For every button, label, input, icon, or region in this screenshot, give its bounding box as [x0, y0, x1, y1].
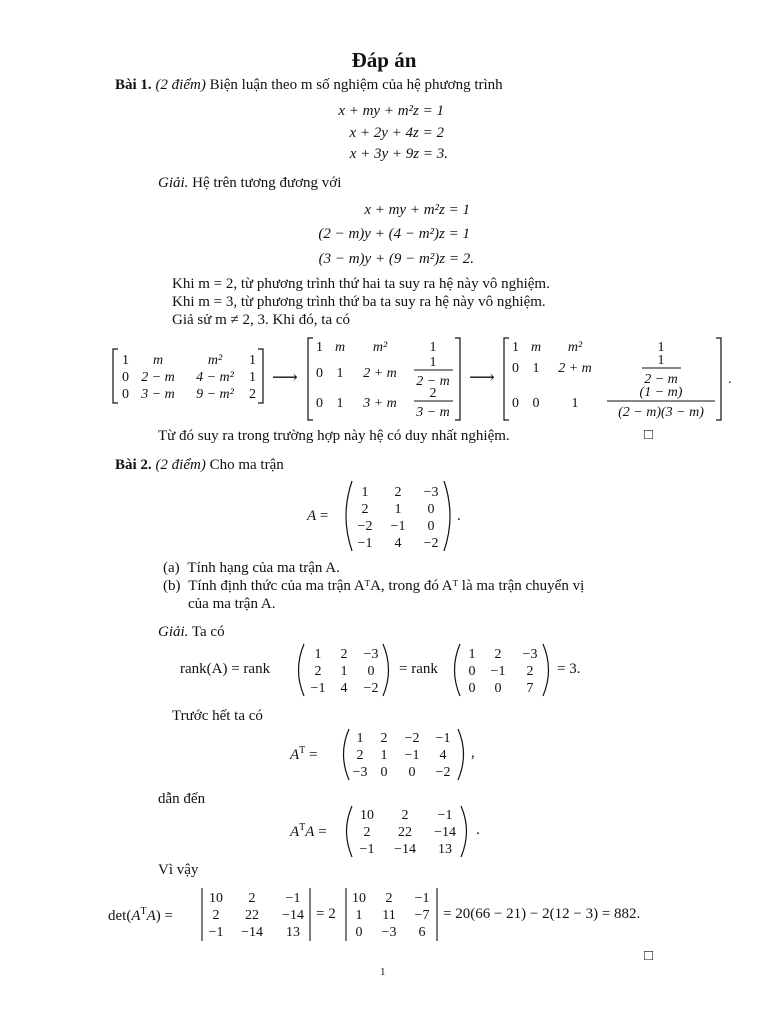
page-title: Đáp án	[351, 48, 417, 72]
case-line-1: Khi m = 2, từ phương trình thứ hai ta suy ra hệ này vô nghiệm.	[172, 276, 550, 292]
A-r2c3: 0	[427, 502, 435, 517]
part-a	[163, 560, 340, 577]
m1-r2c3: 4 − m²	[196, 370, 234, 385]
A-r2c2: 1	[394, 502, 402, 517]
rk1-r1c3: −3	[363, 647, 379, 662]
AT-r1c2: 2	[380, 731, 388, 746]
m1-r2c2: 2 − m	[141, 370, 175, 385]
problem2-solution-intro	[158, 624, 225, 641]
ATA-r3c1: −1	[359, 842, 375, 857]
d2-r2c3: −7	[414, 908, 430, 923]
d1-r1c2: 2	[248, 891, 256, 906]
rk2-r2c1: 0	[468, 664, 476, 679]
m2-r3c1: 0	[316, 396, 323, 411]
page-number: 1	[380, 966, 386, 978]
det-lhs: $\det(A^TA)$ =	[108, 906, 173, 924]
rank-lhs: rank(A) = rank	[180, 661, 271, 677]
d2-r1c2: 2	[385, 891, 393, 906]
rk2-r3c2: 0	[494, 681, 502, 696]
m1-r1c3: m²	[207, 353, 223, 368]
rank-matrix-2	[455, 644, 549, 696]
m2-r3c3: 3 + m	[363, 396, 397, 411]
part-b-text: Tính định thức của ma trận AᵀA, trong đó Aᵀ là ma trận chuyển vị	[188, 578, 585, 594]
AT-label: $A^T$ =	[290, 745, 318, 763]
d2-r1c3: −1	[414, 891, 430, 906]
augmented-matrix-3	[504, 338, 721, 420]
rk1-r1c1: 1	[314, 647, 322, 662]
m3-r3c4-den: (2 − m)(3 − m)	[618, 405, 704, 420]
m2-r1c2: m	[334, 340, 346, 355]
m2-r2c1: 0	[316, 366, 323, 381]
AT-comma: ,	[471, 745, 475, 761]
matrix-ATA	[347, 806, 467, 857]
m3-r2c2: 1	[532, 361, 540, 376]
problem2-header	[115, 457, 284, 474]
m2-r2c4-num: 1	[429, 355, 437, 370]
m3-r1c1: 1	[512, 340, 519, 355]
m3-r3c3: 1	[571, 396, 579, 411]
m2-r2c3: 2 + m	[363, 366, 397, 381]
AT-r1c4: −1	[435, 731, 451, 746]
rank-mid: = rank	[399, 661, 438, 677]
A-r3c1: −2	[357, 519, 373, 534]
m2-r2c4-den: 2 − m	[416, 374, 450, 389]
rank-result: = 3.	[557, 661, 581, 677]
matrix-A-period: .	[457, 508, 461, 524]
rk1-r1c2: 2	[340, 647, 348, 662]
matrix-A	[346, 481, 450, 551]
AT-r2c2: 1	[380, 748, 388, 763]
A-r1c2: 2	[394, 485, 402, 500]
m2-r3c2: 1	[336, 396, 344, 411]
system-eq-3: x + 3y + 9z = 3.	[349, 146, 448, 162]
m1-r1c1: 1	[122, 353, 129, 368]
m3-r3c2: 0	[532, 396, 540, 411]
A-r1c1: 1	[361, 485, 369, 500]
solution-label: Giải.	[158, 175, 189, 191]
d1-r1c1: 10	[209, 891, 223, 906]
problem1-conclusion: Từ đó suy ra trong trường hợp này hệ có duy nhất nghiệm.	[158, 428, 510, 444]
ATA-r1c3: −1	[437, 808, 453, 823]
augmented-matrix-1	[113, 349, 263, 403]
d1-r3c2: −14	[241, 925, 263, 940]
qed-1: □	[644, 427, 654, 443]
det-eq2: = 2	[316, 906, 336, 922]
rk2-r1c2: 2	[494, 647, 502, 662]
m1-r2c1: 0	[122, 370, 129, 385]
m3-r2c1: 0	[512, 361, 519, 376]
matrix-period: .	[728, 372, 732, 387]
A-r4c1: −1	[357, 536, 373, 551]
d1-r2c2: 22	[245, 908, 259, 923]
ATA-r2c2: 22	[398, 825, 412, 840]
rank-matrix-1	[299, 644, 389, 696]
m2-r1c3: m²	[372, 340, 388, 355]
d2-r1c1: 10	[352, 891, 366, 906]
problem1-label: Bài 1.	[115, 77, 152, 93]
det-matrix-2	[346, 888, 437, 941]
A-r4c2: 4	[394, 536, 402, 551]
rk2-r1c3: −3	[522, 647, 538, 662]
rk1-r3c1: −1	[310, 681, 326, 696]
d1-r2c1: 2	[212, 908, 220, 923]
problem2-statement: Cho ma trận	[209, 457, 284, 473]
rk1-r2c1: 2	[314, 664, 322, 679]
AT-r2c3: −1	[404, 748, 420, 763]
m3-r3c1: 0	[512, 396, 519, 411]
A-r3c2: −1	[390, 519, 406, 534]
case-line-2: Khi m = 3, từ phương trình thứ ba ta suy ra hệ này vô nghiệm.	[172, 294, 546, 310]
leads-to: dẫn đến	[158, 791, 206, 807]
rk1-r3c3: −2	[363, 681, 379, 696]
equiv-eq-1: x + my + m²z = 1	[364, 202, 470, 218]
arrow-1: ⟶	[272, 367, 298, 387]
rk2-r3c1: 0	[468, 681, 476, 696]
d1-r3c1: −1	[208, 925, 224, 940]
A-r1c3: −3	[423, 485, 439, 500]
problem1-statement: Biện luận theo m số nghiệm của hệ phương trình	[209, 77, 503, 93]
AT-r2c4: 4	[439, 748, 447, 763]
arrow-2: ⟶	[469, 367, 495, 387]
m2-r2c2: 1	[336, 366, 344, 381]
equiv-eq-2: (2 − m)y + (4 − m²)z = 1	[318, 226, 470, 242]
problem1-points: (2 điểm)	[155, 77, 206, 93]
rk1-r3c2: 4	[340, 681, 348, 696]
m3-r1c4: 1	[657, 340, 665, 355]
d1-r2c3: −14	[282, 908, 304, 923]
m2-r1c1: 1	[316, 340, 323, 355]
d2-r2c2: 11	[382, 908, 396, 923]
m2-r3c4-den: 3 − m	[416, 405, 450, 420]
ATA-r2c1: 2	[363, 825, 371, 840]
ATA-label: $A^TA$ =	[290, 822, 327, 840]
m3-r2c4-den: 2 − m	[644, 372, 678, 387]
rk2-r2c3: 2	[526, 664, 534, 679]
matrix-A-label: A =	[307, 508, 329, 524]
d2-r3c2: −3	[381, 925, 397, 940]
system-eq-1: x + my + m²z = 1	[338, 103, 444, 119]
system-eq-2: x + 2y + 4z = 2	[349, 125, 444, 141]
A-r4c3: −2	[423, 536, 439, 551]
equiv-eq-3: (3 − m)y + (9 − m²)z = 2.	[318, 251, 474, 267]
rk2-r1c1: 1	[468, 647, 476, 662]
problem2-label: Bài 2.	[115, 457, 152, 473]
part-b	[163, 578, 584, 595]
AT-r1c1: 1	[356, 731, 364, 746]
ATA-r3c3: 13	[438, 842, 452, 857]
m2-r1c4: 1	[429, 340, 437, 355]
rk2-r2c2: −1	[490, 664, 506, 679]
part-a-tag: (a)	[163, 560, 180, 576]
m1-r3c1: 0	[122, 387, 129, 402]
part-a-text: Tính hạng của ma trận A.	[187, 560, 340, 576]
rk1-r2c2: 1	[340, 664, 348, 679]
rk1-r2c3: 0	[367, 664, 375, 679]
m3-r2c3: 2 + m	[558, 361, 592, 376]
AT-r1c3: −2	[404, 731, 420, 746]
m1-r1c4: 1	[249, 353, 256, 368]
A-r2c1: 2	[361, 502, 369, 517]
det-matrix-1	[202, 888, 310, 941]
case-line-3: Giả sử m ≠ 2, 3. Khi đó, ta có	[172, 312, 351, 328]
m1-r3c2: 3 − m	[141, 387, 175, 402]
ATA-period: .	[476, 822, 480, 838]
m3-r1c3: m²	[567, 340, 583, 355]
ATA-r3c2: −14	[394, 842, 416, 857]
augmented-matrix-2	[308, 338, 460, 420]
m1-r3c4: 2	[249, 387, 256, 402]
A-r3c3: 0	[427, 519, 435, 534]
m1-r2c4: 1	[249, 370, 256, 385]
AT-r3c2: 0	[380, 765, 388, 780]
therefore: Vì vậy	[158, 862, 199, 878]
m3-r2c4-num: 1	[657, 353, 665, 368]
ATA-r2c3: −14	[434, 825, 456, 840]
part-b-cont: của ma trận A.	[188, 596, 276, 612]
det-result: = 20(66 − 21) − 2(12 − 3) = 882.	[443, 906, 641, 922]
m1-r1c2: m	[152, 353, 164, 368]
transpose-intro: Trước hết ta có	[172, 708, 263, 724]
solution2-intro-text: Ta có	[191, 624, 225, 640]
problem2-points: (2 điểm)	[155, 457, 206, 473]
AT-r2c1: 2	[356, 748, 364, 763]
ATA-r1c2: 2	[401, 808, 409, 823]
matrix-AT	[344, 729, 464, 780]
ATA-r1c1: 10	[360, 808, 374, 823]
d1-r1c3: −1	[285, 891, 301, 906]
d2-r3c1: 0	[355, 925, 363, 940]
m1-r3c3: 9 − m²	[196, 387, 234, 402]
part-b-tag: (b)	[163, 578, 181, 594]
d2-r2c1: 1	[355, 908, 363, 923]
AT-r3c1: −3	[352, 765, 368, 780]
m3-r1c2: m	[530, 340, 542, 355]
m2-r3c4-num: 2	[429, 386, 437, 401]
rk2-r3c3: 7	[526, 681, 534, 696]
AT-r3c3: 0	[408, 765, 416, 780]
qed-2: □	[644, 948, 654, 964]
solution-intro-text: Hệ trên tương đương với	[192, 175, 342, 191]
d2-r3c3: 6	[418, 925, 426, 940]
m3-r3c4-num: (1 − m)	[639, 385, 683, 400]
solution2-label: Giải.	[158, 624, 189, 640]
d1-r3c3: 13	[286, 925, 300, 940]
AT-r3c4: −2	[435, 765, 451, 780]
